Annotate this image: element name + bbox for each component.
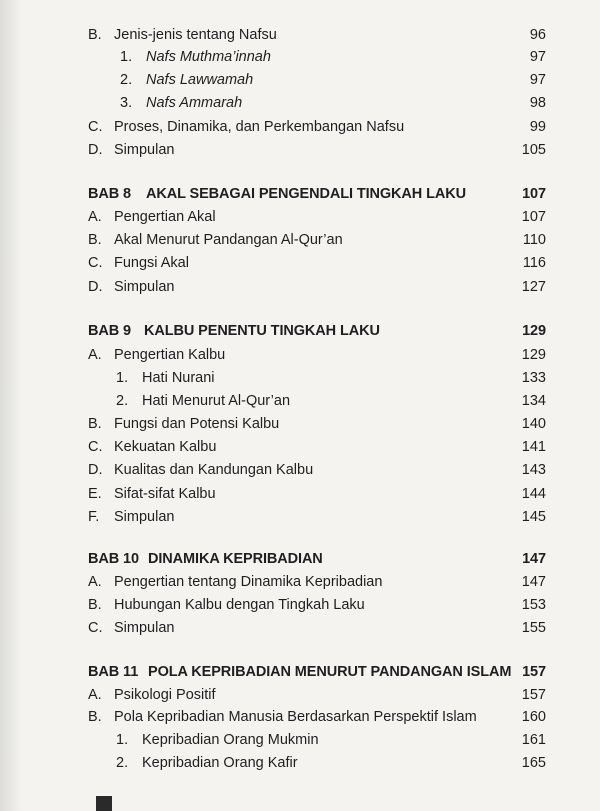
toc-entry-title: Fungsi Akal	[114, 255, 189, 271]
toc-entry-marker: C.	[88, 119, 103, 135]
toc-entry-row	[0, 617, 600, 639]
toc-entry-marker: 2.	[116, 755, 129, 771]
toc-page-number: 133	[521, 370, 546, 386]
toc-entry-title: Hati Nurani	[142, 370, 215, 386]
toc-entry-row	[0, 46, 600, 68]
toc-entry-marker: 2.	[120, 72, 133, 88]
chapter-title: DINAMIKA KEPRIBADIAN	[148, 551, 323, 567]
toc-page-number: 129	[521, 347, 546, 363]
toc-entry-marker: B.	[88, 597, 102, 613]
toc-page-number: 116	[522, 255, 546, 271]
toc-entry-row	[0, 571, 600, 593]
toc-entry-title: Kekuatan Kalbu	[114, 439, 217, 455]
toc-page-number: 97	[529, 49, 546, 65]
toc-entry-row	[0, 69, 600, 91]
toc-entry-row	[0, 684, 600, 706]
toc-page-number: 107	[521, 209, 546, 225]
toc-page-number: 161	[521, 732, 546, 748]
toc-entry-marker: BAB 10	[88, 551, 139, 567]
toc-entry-row	[0, 367, 600, 389]
toc-page-number: 98	[529, 95, 546, 111]
toc-entry-row	[0, 752, 600, 774]
toc-page-number: 99	[529, 119, 546, 135]
toc-entry-row	[0, 116, 600, 138]
toc-entry-title: Pengertian Kalbu	[114, 347, 226, 363]
toc-entry-title: Fungsi dan Potensi Kalbu	[114, 416, 280, 432]
toc-entry-marker: D.	[88, 279, 103, 295]
toc-entry-title: Simpulan	[114, 142, 175, 158]
toc-page-number: 134	[521, 393, 546, 409]
toc-entry-row	[0, 92, 600, 114]
toc-entry-title: Hati Menurut Al-Qur’an	[142, 393, 291, 409]
toc-chapter-row	[0, 661, 600, 683]
toc-entry-marker: C.	[88, 255, 103, 271]
toc-entry-marker: F.	[88, 509, 100, 525]
toc-page-number: 165	[521, 755, 546, 771]
toc-entry-title: Kualitas dan Kandungan Kalbu	[114, 462, 314, 478]
toc-entry-row	[0, 344, 600, 366]
toc-entry-marker: D.	[88, 462, 103, 478]
toc-page-number: 147	[521, 574, 546, 590]
toc-page-number: 147	[522, 551, 546, 567]
toc-entry-marker: 3.	[120, 95, 133, 111]
toc-page-number: 127	[521, 279, 546, 295]
toc-entry-title: Hubungan Kalbu dengan Tingkah Laku	[114, 597, 365, 613]
toc-entry-marker: C.	[88, 620, 103, 636]
toc-entry-marker: BAB 11	[88, 664, 139, 680]
toc-entry-marker: 2.	[116, 393, 129, 409]
toc-entry-title: Simpulan	[114, 279, 175, 295]
toc-entry-title: Pengertian tentang Dinamika Kepribadian	[114, 574, 383, 590]
footer-page-mark	[96, 796, 112, 811]
toc-page-number: 155	[521, 620, 546, 636]
toc-entry-marker: 1.	[120, 49, 133, 65]
toc-entry-marker: B.	[88, 709, 102, 725]
toc-entry-title: Nafs Lawwamah	[146, 72, 254, 88]
toc-page-number: 145	[521, 509, 546, 525]
chapter-title: KALBU PENENTU TINGKAH LAKU	[144, 323, 380, 339]
toc-entry-marker: A.	[88, 347, 102, 363]
toc-page-number: 105	[521, 142, 546, 158]
toc-entry-marker: B.	[88, 232, 102, 248]
toc-entry-title: Proses, Dinamika, dan Perkembangan Nafsu	[114, 119, 405, 135]
toc-page-number: 110	[522, 232, 546, 248]
toc-page-number: 97	[529, 72, 546, 88]
toc-entry-marker: B.	[88, 416, 102, 432]
toc-page-number: 157	[521, 687, 546, 703]
toc-page-number: 141	[521, 439, 546, 455]
toc-chapter-row	[0, 548, 600, 570]
toc-entry-title: Nafs Muthma’innah	[146, 49, 271, 65]
toc-entry-row	[0, 459, 600, 481]
toc-entry-marker: D.	[88, 142, 103, 158]
toc-entry-row	[0, 436, 600, 458]
toc-entry-row	[0, 139, 600, 161]
toc-chapter-row	[0, 183, 600, 205]
toc-entry-marker: C.	[88, 439, 103, 455]
toc-entry-title: Sifat-sifat Kalbu	[114, 486, 216, 502]
toc-entry-title: Nafs Ammarah	[146, 95, 243, 111]
toc-entry-row	[0, 506, 600, 528]
toc-page-number: 157	[522, 664, 546, 680]
toc-chapter-row	[0, 320, 600, 342]
toc-page-number: 160	[521, 709, 546, 725]
toc-entry-row	[0, 229, 600, 251]
toc-entry-row	[0, 252, 600, 274]
toc-entry-marker: 1.	[116, 370, 129, 386]
toc-page-number: 140	[521, 416, 546, 432]
toc-entry-marker: A.	[88, 574, 102, 590]
toc-entry-row	[0, 413, 600, 435]
toc-entry-title: Kepribadian Orang Mukmin	[142, 732, 319, 748]
toc-entry-row	[0, 276, 600, 298]
toc-page-number: 153	[521, 597, 546, 613]
toc-entry-marker: A.	[88, 209, 102, 225]
toc-entry-marker: A.	[88, 687, 102, 703]
toc-entry-title: Simpulan	[114, 509, 175, 525]
toc-entry-marker: BAB 8	[88, 186, 132, 202]
toc-entry-marker: BAB 9	[88, 323, 132, 339]
toc-entry-title: Psikologi Positif	[114, 687, 216, 703]
chapter-title: POLA KEPRIBADIAN MENURUT PANDANGAN ISLAM	[148, 664, 512, 680]
toc-page-number: 107	[522, 186, 546, 202]
toc-page-number: 96	[529, 27, 546, 43]
toc-entry-title: Akal Menurut Pandangan Al-Qur’an	[114, 232, 343, 248]
chapter-title: AKAL SEBAGAI PENGENDALI TINGKAH LAKU	[146, 186, 466, 202]
toc-entry-title: Kepribadian Orang Kafir	[142, 755, 298, 771]
toc-entry-row	[0, 706, 600, 728]
toc-entry-row	[0, 483, 600, 505]
toc-entry-title: Pola Kepribadian Manusia Berdasarkan Perspektif Islam	[114, 709, 477, 725]
toc-entry-marker: B.	[88, 27, 102, 43]
toc-page-number: 129	[522, 323, 546, 339]
toc-entry-row	[0, 24, 600, 46]
toc-entry-marker: E.	[88, 486, 102, 502]
toc-entry-row	[0, 729, 600, 751]
toc-entry-title: Jenis-jenis tentang Nafsu	[114, 27, 277, 43]
toc-page-number: 144	[521, 486, 546, 502]
toc-entry-title: Simpulan	[114, 620, 175, 636]
toc-page-number: 143	[521, 462, 546, 478]
toc-entry-row	[0, 594, 600, 616]
toc-entry-row	[0, 206, 600, 228]
toc-entry-marker: 1.	[116, 732, 129, 748]
toc-entry-title: Pengertian Akal	[114, 209, 216, 225]
toc-entry-row	[0, 390, 600, 412]
